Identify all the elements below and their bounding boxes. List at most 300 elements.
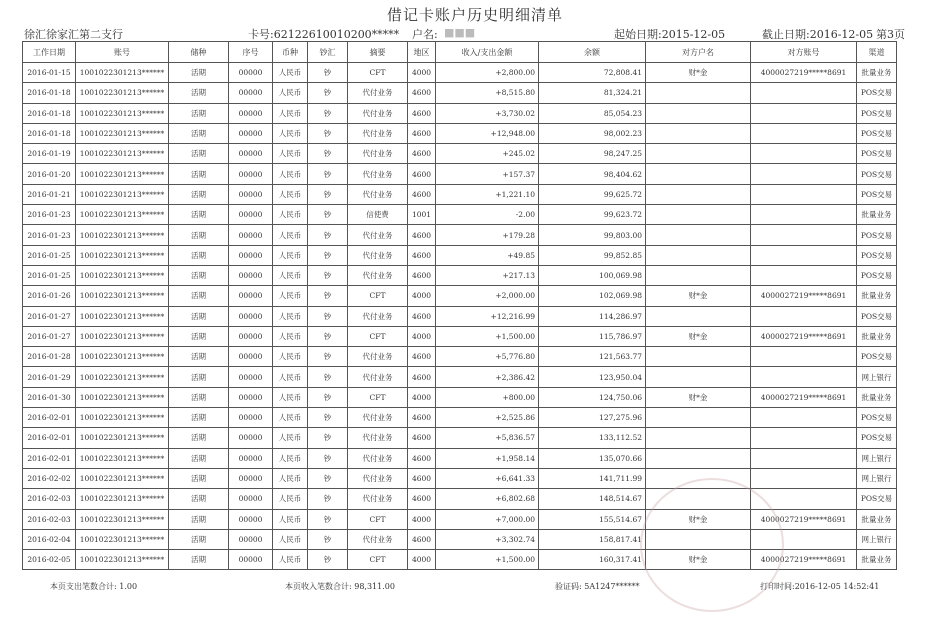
- cell-counterparty-account: [751, 184, 857, 204]
- cell-deposit-type: 活期: [169, 63, 229, 83]
- table-row: [23, 367, 897, 387]
- cell-balance: 98,247.25: [539, 144, 646, 164]
- cell-currency: 人民币: [273, 164, 308, 184]
- cell-region: 4600: [408, 123, 436, 143]
- cell-date: 2016-01-19: [23, 144, 76, 164]
- cell-amount: +2,525.86: [436, 408, 539, 428]
- cell-amount: +1,500.00: [436, 326, 539, 346]
- cell-account: 1001022301213******: [76, 63, 169, 83]
- cell-seq: 00000: [229, 550, 273, 570]
- cell-counterparty-account: [751, 205, 857, 225]
- cell-seq: 00000: [229, 225, 273, 245]
- cell-deposit-type: 活期: [169, 387, 229, 407]
- column-header: 地区: [408, 42, 436, 63]
- cell-summary: 代付业务: [348, 408, 408, 428]
- account-holder-label: 户名:: [412, 28, 438, 41]
- cell-deposit-type: 活期: [169, 550, 229, 570]
- cell-balance: 72,808.41: [539, 63, 646, 83]
- cell-deposit-type: 活期: [169, 225, 229, 245]
- cell-account: 1001022301213******: [76, 326, 169, 346]
- cell-amount: +2,800.00: [436, 63, 539, 83]
- cell-region: 4600: [408, 408, 436, 428]
- cell-deposit-type: 活期: [169, 184, 229, 204]
- cell-cash-type: 钞: [308, 550, 348, 570]
- cell-channel: POS交易: [857, 489, 897, 509]
- cell-currency: 人民币: [273, 225, 308, 245]
- cell-channel: 网上银行: [857, 468, 897, 488]
- cell-balance: 102,069.98: [539, 286, 646, 306]
- cell-summary: 代付业务: [348, 225, 408, 245]
- cell-amount: +2,386.42: [436, 367, 539, 387]
- cell-account: 1001022301213******: [76, 489, 169, 509]
- cell-region: 4600: [408, 489, 436, 509]
- cell-account: 1001022301213******: [76, 428, 169, 448]
- cell-counterparty-account: [751, 306, 857, 326]
- cell-summary: 代付业务: [348, 123, 408, 143]
- cell-amount: +8,515.80: [436, 83, 539, 103]
- cell-cash-type: 钞: [308, 428, 348, 448]
- cell-seq: 00000: [229, 103, 273, 123]
- cell-amount: +12,216.99: [436, 306, 539, 326]
- cell-account: 1001022301213******: [76, 387, 169, 407]
- branch-name: 徐汇徐家汇第二支行: [24, 28, 123, 41]
- table-row: [23, 245, 897, 265]
- column-header: 序号: [229, 42, 273, 63]
- cell-deposit-type: 活期: [169, 489, 229, 509]
- table-row: [23, 123, 897, 143]
- cell-seq: 00000: [229, 387, 273, 407]
- cell-deposit-type: 活期: [169, 408, 229, 428]
- cell-summary: CFT: [348, 63, 408, 83]
- cell-seq: 00000: [229, 286, 273, 306]
- cell-seq: 00000: [229, 448, 273, 468]
- print-time: 打印时间:2016-12-05 14:52:41: [760, 582, 880, 591]
- cell-summary: CFT: [348, 509, 408, 529]
- cell-cash-type: 钞: [308, 326, 348, 346]
- cell-channel: POS交易: [857, 306, 897, 326]
- cell-region: 4600: [408, 144, 436, 164]
- cell-account: 1001022301213******: [76, 448, 169, 468]
- cell-balance: 99,623.72: [539, 205, 646, 225]
- cell-region: 4000: [408, 387, 436, 407]
- cell-account: 1001022301213******: [76, 245, 169, 265]
- table-row: [23, 144, 897, 164]
- cell-date: 2016-01-25: [23, 265, 76, 285]
- table-row: [23, 63, 897, 83]
- column-header: 对方账号: [751, 42, 857, 63]
- cell-channel: POS交易: [857, 225, 897, 245]
- table-row: [23, 468, 897, 488]
- cell-currency: 人民币: [273, 103, 308, 123]
- cell-date: 2016-01-20: [23, 164, 76, 184]
- account-holder-masked: ■■■: [444, 26, 476, 39]
- cell-channel: POS交易: [857, 123, 897, 143]
- cell-seq: 00000: [229, 184, 273, 204]
- cell-cash-type: 钞: [308, 489, 348, 509]
- cell-counterparty-account: [751, 83, 857, 103]
- cell-amount: +12,948.00: [436, 123, 539, 143]
- cell-summary: 代付业务: [348, 265, 408, 285]
- cell-balance: 155,514.67: [539, 509, 646, 529]
- cell-currency: 人民币: [273, 387, 308, 407]
- cell-cash-type: 钞: [308, 123, 348, 143]
- cell-deposit-type: 活期: [169, 83, 229, 103]
- cell-amount: -2.00: [436, 205, 539, 225]
- cell-summary: CFT: [348, 286, 408, 306]
- cell-balance: 99,625.72: [539, 184, 646, 204]
- cell-channel: 批量业务: [857, 550, 897, 570]
- cell-counterparty-name: [646, 83, 751, 103]
- cell-summary: 代付业务: [348, 448, 408, 468]
- document-title: 借记卡账户历史明细清单: [386, 6, 563, 24]
- cell-account: 1001022301213******: [76, 306, 169, 326]
- cell-counterparty-name: [646, 103, 751, 123]
- cell-summary: 信使费: [348, 205, 408, 225]
- cell-deposit-type: 活期: [169, 448, 229, 468]
- cell-deposit-type: 活期: [169, 123, 229, 143]
- cell-currency: 人民币: [273, 509, 308, 529]
- cell-cash-type: 钞: [308, 205, 348, 225]
- cell-region: 4000: [408, 286, 436, 306]
- cell-amount: +217.13: [436, 265, 539, 285]
- cell-region: 4000: [408, 326, 436, 346]
- cell-currency: 人民币: [273, 367, 308, 387]
- cell-counterparty-account: [751, 245, 857, 265]
- cell-account: 1001022301213******: [76, 550, 169, 570]
- cell-cash-type: 钞: [308, 225, 348, 245]
- cell-balance: 85,054.23: [539, 103, 646, 123]
- cell-deposit-type: 活期: [169, 347, 229, 367]
- cell-amount: +6,641.33: [436, 468, 539, 488]
- cell-amount: +5,836.57: [436, 428, 539, 448]
- cell-balance: 160,317.41: [539, 550, 646, 570]
- cell-channel: POS交易: [857, 245, 897, 265]
- cell-account: 1001022301213******: [76, 144, 169, 164]
- cell-balance: 98,002.23: [539, 123, 646, 143]
- cell-currency: 人民币: [273, 63, 308, 83]
- cell-cash-type: 钞: [308, 306, 348, 326]
- table-row: [23, 83, 897, 103]
- cell-seq: 00000: [229, 408, 273, 428]
- cell-counterparty-name: [646, 184, 751, 204]
- cell-currency: 人民币: [273, 184, 308, 204]
- cell-currency: 人民币: [273, 448, 308, 468]
- cell-region: 4600: [408, 184, 436, 204]
- cell-balance: 121,563.77: [539, 347, 646, 367]
- cell-amount: +7,000.00: [436, 509, 539, 529]
- cell-summary: 代付业务: [348, 83, 408, 103]
- cell-counterparty-account: [751, 225, 857, 245]
- table-row: [23, 408, 897, 428]
- cell-currency: 人民币: [273, 205, 308, 225]
- cell-currency: 人民币: [273, 326, 308, 346]
- cell-account: 1001022301213******: [76, 509, 169, 529]
- cell-counterparty-name: 财*金: [646, 63, 751, 83]
- cell-seq: 00000: [229, 367, 273, 387]
- cell-cash-type: 钞: [308, 468, 348, 488]
- cell-counterparty-name: 财*金: [646, 550, 751, 570]
- cell-counterparty-account: 4000027219*****8691: [751, 387, 857, 407]
- cell-cash-type: 钞: [308, 367, 348, 387]
- cell-summary: 代付业务: [348, 347, 408, 367]
- table-row: [23, 306, 897, 326]
- cell-currency: 人民币: [273, 286, 308, 306]
- column-header: 工作日期: [23, 42, 76, 63]
- column-header: 钞汇: [308, 42, 348, 63]
- cell-currency: 人民币: [273, 550, 308, 570]
- cell-cash-type: 钞: [308, 144, 348, 164]
- cell-counterparty-name: 财*金: [646, 509, 751, 529]
- cell-deposit-type: 活期: [169, 286, 229, 306]
- table-row: [23, 265, 897, 285]
- column-header: 储种: [169, 42, 229, 63]
- cell-counterparty-account: [751, 468, 857, 488]
- cell-seq: 00000: [229, 468, 273, 488]
- cell-date: 2016-01-28: [23, 347, 76, 367]
- cell-date: 2016-01-18: [23, 83, 76, 103]
- cell-amount: +3,730.02: [436, 103, 539, 123]
- cell-date: 2016-01-21: [23, 184, 76, 204]
- cell-counterparty-name: [646, 225, 751, 245]
- cell-deposit-type: 活期: [169, 144, 229, 164]
- cell-counterparty-name: [646, 164, 751, 184]
- cell-deposit-type: 活期: [169, 164, 229, 184]
- table-row: [23, 164, 897, 184]
- cell-channel: 网上银行: [857, 367, 897, 387]
- cell-region: 4000: [408, 550, 436, 570]
- cell-seq: 00000: [229, 83, 273, 103]
- cell-counterparty-name: [646, 428, 751, 448]
- cell-region: 4600: [408, 428, 436, 448]
- cell-summary: 代付业务: [348, 103, 408, 123]
- cell-amount: +1,500.00: [436, 550, 539, 570]
- cell-counterparty-name: [646, 144, 751, 164]
- start-date: 起始日期:2015-12-05: [614, 28, 726, 41]
- cell-seq: 00000: [229, 509, 273, 529]
- cell-cash-type: 钞: [308, 387, 348, 407]
- table-row: [23, 205, 897, 225]
- cell-date: 2016-01-29: [23, 367, 76, 387]
- cell-seq: 00000: [229, 245, 273, 265]
- cell-amount: +800.00: [436, 387, 539, 407]
- cell-date: 2016-01-18: [23, 103, 76, 123]
- cell-summary: 代付业务: [348, 306, 408, 326]
- cell-seq: 00000: [229, 529, 273, 549]
- cell-currency: 人民币: [273, 468, 308, 488]
- cell-date: 2016-02-01: [23, 408, 76, 428]
- cell-channel: POS交易: [857, 103, 897, 123]
- cell-region: 4600: [408, 367, 436, 387]
- cell-summary: 代付业务: [348, 489, 408, 509]
- cell-balance: 123,950.04: [539, 367, 646, 387]
- table-row: [23, 387, 897, 407]
- cell-seq: 00000: [229, 347, 273, 367]
- cell-seq: 00000: [229, 306, 273, 326]
- cell-region: 4000: [408, 509, 436, 529]
- cell-summary: CFT: [348, 387, 408, 407]
- cell-date: 2016-01-25: [23, 245, 76, 265]
- cell-amount: +245.02: [436, 144, 539, 164]
- cell-amount: +1,221.10: [436, 184, 539, 204]
- cell-cash-type: 钞: [308, 164, 348, 184]
- cell-summary: 代付业务: [348, 144, 408, 164]
- cell-deposit-type: 活期: [169, 529, 229, 549]
- cell-channel: 网上银行: [857, 448, 897, 468]
- cell-currency: 人民币: [273, 265, 308, 285]
- cell-account: 1001022301213******: [76, 347, 169, 367]
- cell-date: 2016-01-27: [23, 306, 76, 326]
- cell-balance: 135,070.66: [539, 448, 646, 468]
- table-row: [23, 326, 897, 346]
- cell-balance: 100,069.98: [539, 265, 646, 285]
- cell-date: 2016-02-05: [23, 550, 76, 570]
- table-row: [23, 225, 897, 245]
- cell-date: 2016-01-23: [23, 205, 76, 225]
- cell-channel: 批量业务: [857, 387, 897, 407]
- page-number: 第3页: [876, 28, 905, 41]
- cell-counterparty-name: [646, 123, 751, 143]
- column-header: 币种: [273, 42, 308, 63]
- cell-account: 1001022301213******: [76, 205, 169, 225]
- cell-cash-type: 钞: [308, 265, 348, 285]
- cell-cash-type: 钞: [308, 63, 348, 83]
- cell-channel: 批量业务: [857, 205, 897, 225]
- table-row: [23, 286, 897, 306]
- cell-summary: 代付业务: [348, 164, 408, 184]
- cell-currency: 人民币: [273, 489, 308, 509]
- cell-region: 4600: [408, 103, 436, 123]
- cell-cash-type: 钞: [308, 103, 348, 123]
- cell-balance: 127,275.96: [539, 408, 646, 428]
- cell-account: 1001022301213******: [76, 529, 169, 549]
- verification-code: 验证码: 5A1247******: [555, 582, 640, 591]
- cell-channel: 批量业务: [857, 509, 897, 529]
- cell-seq: 00000: [229, 489, 273, 509]
- cell-currency: 人民币: [273, 83, 308, 103]
- cell-region: 4600: [408, 306, 436, 326]
- cell-counterparty-account: 4000027219*****8691: [751, 63, 857, 83]
- cell-date: 2016-02-01: [23, 428, 76, 448]
- cell-cash-type: 钞: [308, 347, 348, 367]
- cell-cash-type: 钞: [308, 286, 348, 306]
- table-header-row: [23, 42, 897, 63]
- cell-balance: 114,286.97: [539, 306, 646, 326]
- cell-balance: 148,514.67: [539, 489, 646, 509]
- cell-date: 2016-01-30: [23, 387, 76, 407]
- cell-counterparty-account: [751, 164, 857, 184]
- cell-counterparty-name: [646, 265, 751, 285]
- cell-seq: 00000: [229, 428, 273, 448]
- cell-region: 4600: [408, 265, 436, 285]
- cell-region: 4000: [408, 63, 436, 83]
- income-count-total: 本页收入笔数合计: 98,311.00: [285, 582, 395, 591]
- cell-account: 1001022301213******: [76, 225, 169, 245]
- column-header: 账号: [76, 42, 169, 63]
- cell-deposit-type: 活期: [169, 265, 229, 285]
- cell-counterparty-name: 财*金: [646, 387, 751, 407]
- cell-date: 2016-02-03: [23, 489, 76, 509]
- cell-region: 4600: [408, 83, 436, 103]
- cell-currency: 人民币: [273, 428, 308, 448]
- cell-channel: 网上银行: [857, 529, 897, 549]
- cell-summary: 代付业务: [348, 428, 408, 448]
- cell-date: 2016-01-23: [23, 225, 76, 245]
- cell-amount: +1,958.14: [436, 448, 539, 468]
- cell-counterparty-name: [646, 306, 751, 326]
- card-number: 卡号:62122610010200*****: [248, 28, 400, 41]
- cell-currency: 人民币: [273, 245, 308, 265]
- cell-cash-type: 钞: [308, 184, 348, 204]
- cell-amount: +179.28: [436, 225, 539, 245]
- cell-cash-type: 钞: [308, 529, 348, 549]
- cell-cash-type: 钞: [308, 448, 348, 468]
- cell-account: 1001022301213******: [76, 123, 169, 143]
- cell-date: 2016-02-04: [23, 529, 76, 549]
- table-row: [23, 103, 897, 123]
- cell-counterparty-account: [751, 428, 857, 448]
- cell-counterparty-account: [751, 144, 857, 164]
- cell-seq: 00000: [229, 326, 273, 346]
- cell-counterparty-account: 4000027219*****8691: [751, 550, 857, 570]
- cell-account: 1001022301213******: [76, 83, 169, 103]
- cell-cash-type: 钞: [308, 408, 348, 428]
- cell-region: 4600: [408, 529, 436, 549]
- cell-seq: 00000: [229, 63, 273, 83]
- cell-amount: +5,776.80: [436, 347, 539, 367]
- cell-counterparty-name: [646, 245, 751, 265]
- cell-channel: POS交易: [857, 428, 897, 448]
- cell-deposit-type: 活期: [169, 326, 229, 346]
- cell-seq: 00000: [229, 144, 273, 164]
- cell-currency: 人民币: [273, 144, 308, 164]
- cell-amount: +157.37: [436, 164, 539, 184]
- cell-account: 1001022301213******: [76, 408, 169, 428]
- cell-counterparty-name: [646, 408, 751, 428]
- cell-region: 4600: [408, 225, 436, 245]
- cell-seq: 00000: [229, 265, 273, 285]
- cell-amount: +49.85: [436, 245, 539, 265]
- cell-currency: 人民币: [273, 408, 308, 428]
- cell-date: 2016-01-27: [23, 326, 76, 346]
- cell-summary: 代付业务: [348, 468, 408, 488]
- cell-date: 2016-01-18: [23, 123, 76, 143]
- cell-counterparty-account: 4000027219*****8691: [751, 286, 857, 306]
- cell-date: 2016-02-02: [23, 468, 76, 488]
- cell-region: 1001: [408, 205, 436, 225]
- cell-deposit-type: 活期: [169, 367, 229, 387]
- cell-balance: 133,112.52: [539, 428, 646, 448]
- cell-region: 4600: [408, 468, 436, 488]
- cell-currency: 人民币: [273, 347, 308, 367]
- column-header: 摘要: [348, 42, 408, 63]
- cell-region: 4600: [408, 245, 436, 265]
- cell-account: 1001022301213******: [76, 103, 169, 123]
- cell-counterparty-name: [646, 367, 751, 387]
- table-row: [23, 347, 897, 367]
- cell-cash-type: 钞: [308, 245, 348, 265]
- cell-date: 2016-01-26: [23, 286, 76, 306]
- cell-counterparty-account: [751, 408, 857, 428]
- cell-region: 4600: [408, 164, 436, 184]
- cell-amount: +6,802.68: [436, 489, 539, 509]
- cell-counterparty-account: [751, 367, 857, 387]
- cell-counterparty-account: [751, 123, 857, 143]
- cell-counterparty-name: [646, 448, 751, 468]
- column-header: 收入/支出金额: [436, 42, 539, 63]
- cell-cash-type: 钞: [308, 83, 348, 103]
- expense-count-total: 本页支出笔数合计: 1.00: [50, 582, 138, 591]
- cell-amount: +2,000.00: [436, 286, 539, 306]
